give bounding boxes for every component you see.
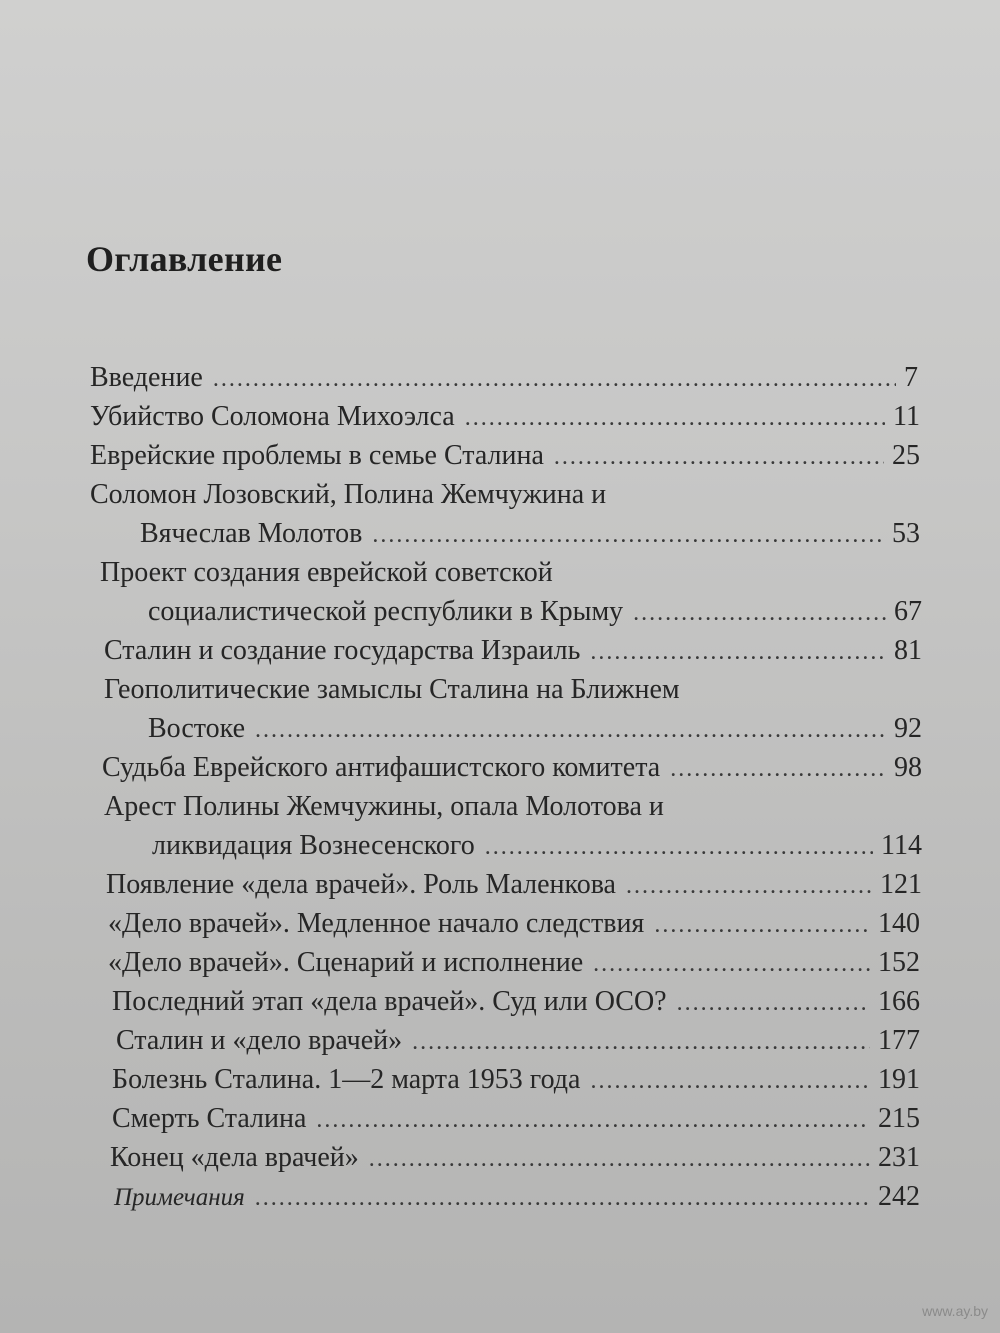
- dot-leader: [593, 951, 870, 978]
- toc-entry-line: [0, 401, 920, 440]
- toc-entry: [0, 440, 1000, 479]
- dot-leader: [633, 600, 886, 627]
- toc-entry-title: «Дело врачей». Сценарий и исполнение: [108, 947, 584, 978]
- toc-entry-title: Соломон Лозовский, Полина Жемчужина и: [90, 479, 607, 510]
- toc-entry-line: [0, 1181, 920, 1220]
- toc-entry: [0, 635, 1000, 674]
- toc-entry: [0, 557, 1000, 635]
- toc-page-number: 242: [878, 1181, 920, 1212]
- dot-leader: [670, 756, 886, 783]
- toc-entry: [0, 1142, 1000, 1181]
- toc-entry-title: Появление «дела врачей». Роль Маленкова: [106, 869, 616, 900]
- toc-entry-continuation: [0, 830, 922, 869]
- toc-entry-line: [0, 440, 920, 479]
- dot-leader: [590, 1068, 870, 1095]
- toc-entry-line: [0, 557, 920, 596]
- toc-entry-line: [0, 362, 918, 401]
- dot-leader: [369, 1146, 870, 1173]
- toc-page-number: 25: [892, 440, 920, 471]
- toc-entry-continuation: [0, 518, 920, 557]
- toc-entry-title: Арест Полины Жемчужины, опала Молотова и: [104, 791, 664, 822]
- toc-entry-line: [0, 1142, 920, 1181]
- toc-entry-continuation: [0, 713, 922, 752]
- toc-entry-title: социалистической республики в Крыму: [148, 596, 624, 627]
- toc-entry-title: Сталин и создание государства Израиль: [104, 635, 581, 666]
- toc-entry: [0, 1064, 1000, 1103]
- toc-entry: [0, 791, 1000, 869]
- toc-entry: [0, 986, 1000, 1025]
- toc-entry-line: [0, 1103, 920, 1142]
- table-of-contents: [0, 362, 1000, 1220]
- toc-entry: [0, 1103, 1000, 1142]
- toc-entry: [0, 674, 1000, 752]
- toc-page-number: 191: [878, 1064, 920, 1095]
- toc-entry-line: [0, 1064, 920, 1103]
- toc-entry: [0, 869, 1000, 908]
- toc-entry-title: Конец «дела врачей»: [110, 1142, 359, 1173]
- dot-leader: [213, 366, 896, 393]
- toc-entry-line: [0, 674, 922, 713]
- toc-entry: [0, 479, 1000, 557]
- toc-entry-title: Убийство Соломона Михоэлса: [90, 401, 455, 432]
- dot-leader: [626, 873, 872, 900]
- toc-entry-line: [0, 947, 920, 986]
- toc-heading: Оглавление: [86, 239, 283, 279]
- toc-page-number: 11: [893, 401, 920, 432]
- toc-entry-line: [0, 479, 920, 518]
- dot-leader: [372, 522, 884, 549]
- toc-page-number: 166: [878, 986, 920, 1017]
- toc-page-number: 114: [881, 830, 922, 861]
- toc-entry: [0, 1181, 1000, 1220]
- toc-entry-title: Примечания: [114, 1184, 245, 1211]
- dot-leader: [316, 1107, 870, 1134]
- dot-leader: [255, 717, 886, 744]
- dot-leader: [485, 834, 873, 861]
- toc-page-number: 121: [880, 869, 922, 900]
- toc-entry-line: [0, 908, 920, 947]
- toc-entry-title: Последний этап «дела врачей». Суд или ОСО?: [112, 986, 667, 1017]
- toc-entry-title: Болезнь Сталина. 1—2 марта 1953 года: [112, 1064, 581, 1095]
- toc-entry-title: Смерть Сталина: [112, 1103, 307, 1134]
- toc-entry-continuation: [0, 596, 922, 635]
- toc-entry-line: [0, 752, 922, 791]
- toc-entry: [0, 908, 1000, 947]
- toc-entry: [0, 1025, 1000, 1064]
- toc-entry-title: Сталин и «дело врачей»: [116, 1025, 403, 1056]
- toc-page-number: 152: [878, 947, 920, 978]
- dot-leader: [590, 639, 886, 666]
- toc-entry-title: Проект создания еврейской советской: [100, 557, 553, 588]
- dot-leader: [412, 1029, 870, 1056]
- toc-entry-line: [0, 1025, 920, 1064]
- toc-entry-title: Еврейские проблемы в семье Сталина: [90, 440, 544, 471]
- toc-page-number: 7: [904, 362, 918, 393]
- dot-leader: [465, 405, 885, 432]
- watermark: www.ay.by: [922, 1303, 988, 1319]
- toc-entry-title: Геополитические замыслы Сталина на Ближнем: [104, 674, 680, 705]
- dot-leader: [255, 1185, 870, 1212]
- toc-page-number: 98: [894, 752, 922, 783]
- toc-entry-line: [0, 869, 922, 908]
- toc-entry-title: ликвидация Вознесенского: [152, 830, 475, 861]
- dot-leader: [654, 912, 870, 939]
- dot-leader: [554, 444, 884, 471]
- toc-entry-title: Судьба Еврейского антифашистского комитета: [102, 752, 661, 783]
- toc-page-number: 92: [894, 713, 922, 744]
- toc-entry: [0, 362, 1000, 401]
- toc-page-number: 215: [878, 1103, 920, 1134]
- toc-entry-title: Введение: [90, 362, 203, 393]
- toc-entry-line: [0, 635, 922, 674]
- toc-page-number: 177: [878, 1025, 920, 1056]
- toc-page-number: 53: [892, 518, 920, 549]
- toc-page-number: 140: [878, 908, 920, 939]
- toc-page-number: 81: [894, 635, 922, 666]
- toc-page-number: 67: [894, 596, 922, 627]
- toc-entry-title: «Дело врачей». Медленное начало следствия: [108, 908, 645, 939]
- toc-page-number: 231: [878, 1142, 920, 1173]
- toc-entry: [0, 947, 1000, 986]
- toc-entry-title: Востоке: [148, 713, 246, 744]
- toc-entry-title: Вячеслав Молотов: [140, 518, 363, 549]
- toc-entry-line: [0, 986, 920, 1025]
- dot-leader: [677, 990, 870, 1017]
- toc-entry: [0, 752, 1000, 791]
- toc-entry: [0, 401, 1000, 440]
- toc-entry-line: [0, 791, 922, 830]
